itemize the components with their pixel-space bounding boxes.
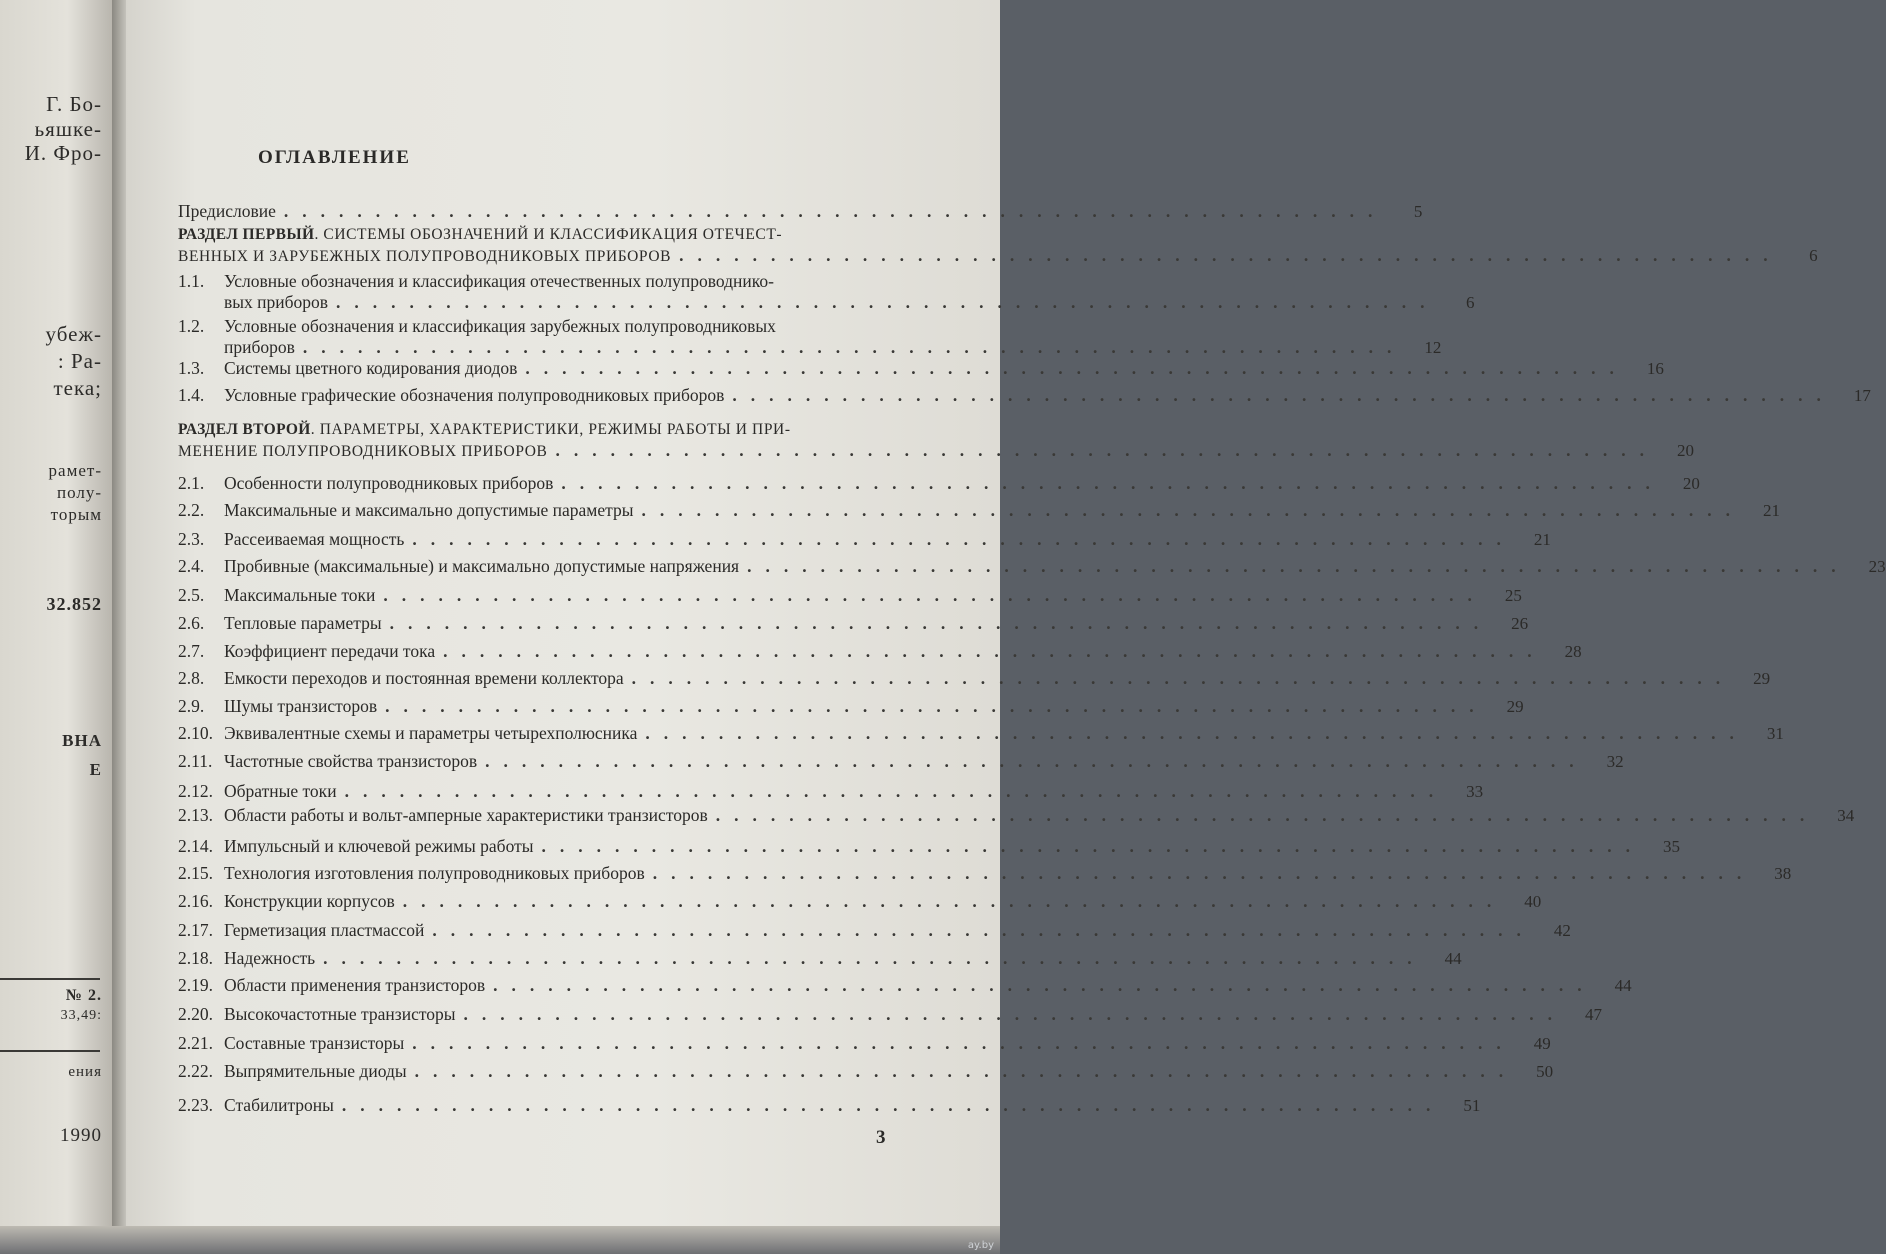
toc-entry <box>178 696 1524 717</box>
toc-page-number: 38 <box>1774 864 1792 883</box>
book-gutter <box>112 0 126 1254</box>
left-fragment: полу- <box>56 483 102 502</box>
page-title: ОГЛАВЛЕНИЕ <box>258 147 411 168</box>
dot-leader: ............................................................ <box>344 781 1448 801</box>
toc-page-number: 17 <box>1853 386 1871 405</box>
dot-leader: ............................................................ <box>283 201 1387 221</box>
toc-entry-number: 2.8. <box>178 668 205 688</box>
dot-leader: ............................................................ <box>443 641 1546 661</box>
toc-entry-title: Рассеиваемая мощность <box>224 529 405 549</box>
toc-entry-number: 2.18. <box>178 948 213 968</box>
toc-entry-number: 2.22. <box>178 1061 213 1081</box>
left-fragment: убеж- <box>45 322 102 346</box>
toc-page-number: 44 <box>1614 976 1632 995</box>
dot-leader: ............................................................ <box>652 863 1756 883</box>
toc-page-number: 6 <box>1466 293 1475 312</box>
dot-leader: ............................................................ <box>525 358 1628 378</box>
left-fragment: 32.852 <box>46 594 102 614</box>
dot-leader: ............................................................ <box>485 751 1588 771</box>
toc-page-number: 29 <box>1753 669 1771 688</box>
dot-leader: ............................................................ <box>336 292 1439 312</box>
toc-entry-title: Высокочастотные транзисторы <box>224 1004 456 1024</box>
dot-leader: ............................................................ <box>302 337 1406 357</box>
toc-entry-title: Конструкции корпусов <box>224 891 395 911</box>
toc-entry-title: Составные транзисторы <box>224 1033 405 1053</box>
toc-entry-number: 1.2. <box>178 316 205 336</box>
toc-entry-number: 2.6. <box>178 613 205 633</box>
dot-leader: ............................................................ <box>402 891 1506 911</box>
dot-leader: ............................................................ <box>414 1061 1518 1081</box>
toc-entry <box>178 751 1624 772</box>
toc-entry-number: 2.4. <box>178 556 205 576</box>
toc-entry-number: 2.11. <box>178 751 213 771</box>
toc-page-number: 29 <box>1506 697 1524 716</box>
dot-leader: ............................................................ <box>383 585 1486 605</box>
toc-entry-title: Герметизация пластмассой <box>224 920 425 940</box>
left-fragment: : Ра- <box>57 349 102 373</box>
toc-entry <box>178 271 1475 313</box>
toc-page-number: 5 <box>1413 202 1423 221</box>
toc-entry <box>178 556 1886 577</box>
toc-entry-number: 2.5. <box>178 585 205 605</box>
toc-entry-number: 2.3. <box>178 529 205 549</box>
toc-page-number: 40 <box>1524 892 1542 911</box>
divider-line <box>0 1050 100 1052</box>
toc-entry <box>178 473 1700 494</box>
toc-page-number: 51 <box>1463 1096 1481 1115</box>
toc-page-number: 12 <box>1424 338 1442 357</box>
toc-entry-number: 2.1. <box>178 473 205 493</box>
dot-leader: ............................................................ <box>631 668 1735 688</box>
toc-entry-title: Области применения транзисторов <box>224 975 486 995</box>
toc-page-number: 16 <box>1646 359 1664 378</box>
toc-entry-number: 1.3. <box>178 358 205 378</box>
left-fragment: Е <box>89 760 102 779</box>
toc-entry <box>178 419 1694 462</box>
toc-page-number: 49 <box>1533 1034 1551 1053</box>
toc-entry <box>178 529 1551 550</box>
toc-entry <box>178 224 1818 267</box>
toc-entry <box>178 1061 1554 1082</box>
toc-entry <box>178 641 1582 662</box>
toc-entry <box>178 385 1871 406</box>
left-page <box>0 0 112 1254</box>
toc-entry-number: 2.13. <box>178 805 213 825</box>
toc-entry-title: Области работы и вольт-амперные характеристики транзисторов <box>224 805 708 825</box>
toc-page-number: 50 <box>1536 1062 1554 1081</box>
toc-entry <box>178 975 1632 996</box>
toc-entry-title: Системы цветного кодирования диодов <box>224 358 518 378</box>
toc-entry <box>178 781 1484 802</box>
dot-leader: ............................................................ <box>323 948 1426 968</box>
left-fragment: 1990 <box>60 1125 102 1146</box>
toc-entry-title: РАЗДЕЛ ПЕРВЫЙ. СИСТЕМЫ ОБОЗНАЧЕНИЙ И КЛАССИФИКАЦИЯ ОТЕЧЕСТ- <box>178 226 783 243</box>
toc-entry <box>178 613 1529 634</box>
toc-entry-title: приборов <box>224 337 295 357</box>
toc-page-number: 42 <box>1553 921 1571 940</box>
toc-entry-number: 1.1. <box>178 271 205 291</box>
dot-leader: ............................................................ <box>389 613 1493 633</box>
dot-leader: ............................................................ <box>432 920 1535 940</box>
toc-entry-title: Емкости переходов и постоянная времени коллектора <box>224 668 624 688</box>
toc-entry-title: МЕНЕНИЕ ПОЛУПРОВОДНИКОВЫХ ПРИБОРОВ <box>178 443 548 460</box>
toc-entry-title: Технология изготовления полупроводниковых приборов <box>224 863 645 883</box>
dot-leader: ............................................................ <box>493 975 1596 995</box>
toc-entry-title: Коэффициент передачи тока <box>224 641 436 661</box>
toc-page-number: 21 <box>1763 501 1781 520</box>
dot-leader: ............................................................ <box>385 696 1488 716</box>
toc-entry-title: Условные графические обозначения полупроводниковых приборов <box>224 385 725 405</box>
toc-entry <box>178 316 1442 358</box>
dot-leader: ............................................................ <box>341 1095 1445 1115</box>
toc-entry-title: РАЗДЕЛ ВТОРОЙ. ПАРАМЕТРЫ, ХАРАКТЕРИСТИКИ, РЕЖИМЫ РАБОТЫ И ПРИ- <box>178 421 791 438</box>
toc-entry-number: 2.2. <box>178 500 205 520</box>
toc-entry-title: Максимальные токи <box>224 585 376 605</box>
toc-entry <box>178 891 1542 912</box>
dot-leader: ............................................................ <box>715 805 1819 825</box>
toc-entry-number: 2.23. <box>178 1095 213 1115</box>
dot-leader: ............................................................ <box>555 440 1658 460</box>
toc-entry-title: Предисловие <box>178 201 276 221</box>
toc-entry-title: Выпрямительные диоды <box>224 1061 407 1081</box>
toc-page-number: 44 <box>1444 949 1462 968</box>
toc-entry <box>178 805 1855 826</box>
toc-page-number: 35 <box>1663 837 1681 856</box>
toc-entry-title: Надежность <box>224 948 316 968</box>
toc-page-number: 26 <box>1511 614 1529 633</box>
toc-entry <box>178 863 1792 884</box>
dot-leader: ............................................................ <box>561 473 1664 493</box>
toc-entry-number: 2.17. <box>178 920 213 940</box>
dot-leader: ............................................................ <box>641 500 1745 520</box>
toc-page-number: 28 <box>1564 642 1582 661</box>
dot-leader: ............................................................ <box>412 529 1515 549</box>
toc-entry-title: Тепловые параметры <box>224 613 382 633</box>
left-fragment: 33,49: <box>60 1008 102 1023</box>
dot-leader: ............................................................ <box>463 1004 1567 1024</box>
toc-entry <box>178 668 1771 689</box>
dot-leader: ............................................................ <box>747 556 1850 576</box>
toc-entry-title: Стабилитроны <box>224 1095 334 1115</box>
toc-entry <box>178 500 1781 521</box>
toc-entry <box>178 920 1571 941</box>
toc-page-number: 23 <box>1868 557 1886 576</box>
toc-entry-number: 2.7. <box>178 641 205 661</box>
toc-entry-title: Условные обозначения и классификация зарубежных полупроводниковых <box>224 316 776 336</box>
toc-entry <box>178 723 1784 744</box>
dot-leader: ............................................................ <box>732 385 1835 405</box>
dot-leader: ............................................................ <box>541 836 1645 856</box>
toc-entry-number: 2.15. <box>178 863 213 883</box>
toc-entry-title: Обратные токи <box>224 781 337 801</box>
toc-entry-number: 2.16. <box>178 891 213 911</box>
left-fragment: рамет- <box>48 461 102 480</box>
left-fragment: ВНА <box>62 731 102 750</box>
toc-entry <box>178 585 1522 606</box>
toc-entry-number: 2.12. <box>178 781 213 801</box>
toc-entry-title: Эквивалентные схемы и параметры четырехполюсника <box>224 723 638 743</box>
toc-page-number: 31 <box>1766 724 1784 743</box>
toc-entry-title: Максимальные и максимально допустимые параметры <box>224 500 634 520</box>
toc-entry-number: 2.19. <box>178 975 213 995</box>
toc-entry <box>178 1095 1481 1116</box>
left-fragment: ения <box>68 1064 102 1080</box>
left-fragment: тека; <box>53 376 102 400</box>
toc-entry-title: ВЕННЫХ И ЗАРУБЕЖНЫХ ПОЛУПРОВОДНИКОВЫХ ПРИБОРОВ <box>178 248 672 265</box>
toc-entry-title: Частотные свойства транзисторов <box>224 751 478 771</box>
toc-entry <box>178 358 1664 379</box>
toc-page-number: 25 <box>1504 586 1522 605</box>
divider-line <box>0 978 100 980</box>
toc-entry-title: Особенности полупроводниковых приборов <box>224 473 554 493</box>
dot-leader: ............................................................ <box>679 245 1782 265</box>
toc-entry <box>178 1004 1603 1025</box>
toc-page-number: 47 <box>1585 1005 1603 1024</box>
toc-entry-number: 2.9. <box>178 696 205 716</box>
watermark: ay.by <box>967 1240 994 1251</box>
toc-entry-number: 2.10. <box>178 723 213 743</box>
page-bottom-edge <box>0 1226 1000 1254</box>
toc-page-number: 32 <box>1606 752 1624 771</box>
left-fragment: Г. Бо- <box>46 92 102 116</box>
toc-entry <box>178 201 1423 222</box>
toc-page-number: 33 <box>1466 782 1484 801</box>
left-fragment: ьяшке- <box>34 117 102 141</box>
toc-entry-number: 2.14. <box>178 836 213 856</box>
dot-leader: ............................................................ <box>412 1033 1515 1053</box>
left-fragment: И. Фро- <box>24 141 102 165</box>
left-fragment: № 2. <box>65 987 102 1004</box>
toc-entry-number: 1.4. <box>178 385 205 405</box>
dot-leader: ............................................................ <box>645 723 1748 743</box>
toc-entry-title: Пробивные (максимальные) и максимально допустимые напряжения <box>224 556 740 576</box>
left-fragment: торым <box>50 505 102 524</box>
page-number: 3 <box>876 1127 886 1148</box>
toc-entry-number: 2.20. <box>178 1004 213 1024</box>
toc-entry-title: вых приборов <box>224 292 329 312</box>
toc-entry-title: Условные обозначения и классификация отечественных полупроводнико- <box>224 271 774 291</box>
toc-entry <box>178 948 1462 969</box>
toc-entry-number: 2.21. <box>178 1033 213 1053</box>
toc-page-number: 20 <box>1676 441 1694 460</box>
toc-page-number: 20 <box>1682 474 1700 493</box>
toc-entry <box>178 1033 1551 1054</box>
toc-entry-title: Шумы транзисторов <box>224 696 378 716</box>
toc-entry <box>178 836 1681 857</box>
toc-page-number: 34 <box>1837 806 1855 825</box>
toc-page-number: 6 <box>1809 246 1818 265</box>
toc-page-number: 21 <box>1533 530 1551 549</box>
toc-entry-title: Импульсный и ключевой режимы работы <box>224 836 534 856</box>
